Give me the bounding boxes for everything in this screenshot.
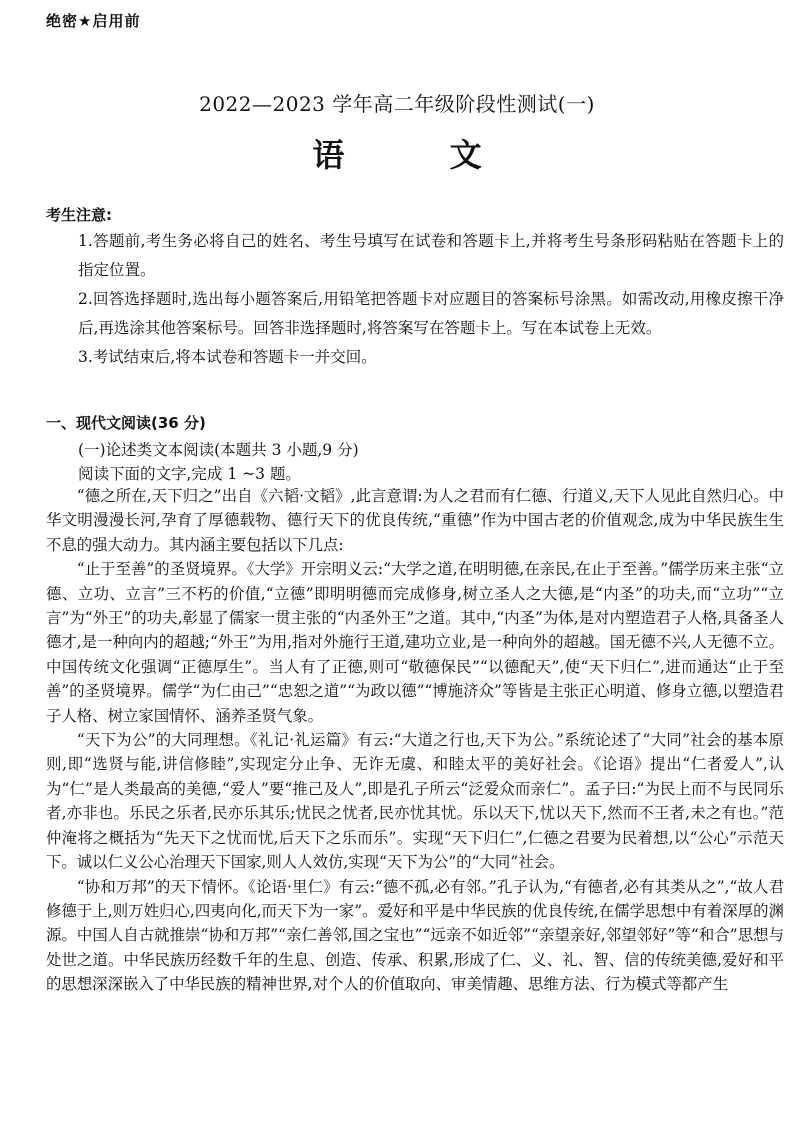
notice-item: 1.答题前,考生务必将自己的姓名、考生号填写在试卷和答题卡上,并将考生号条形码粘贴在答题卡上的指定位置。 bbox=[78, 232, 784, 279]
passage-paragraph: “协和万邦”的天下情怀。《论语·里仁》有云:“德不孤,必有邻。”孔子认为,“有德者,必有其类从之”,“故人君修德于上,则万姓归心,四夷向化,而天下为一家”。爱好和平是中华民族的优良传统,在儒学思想中有着深厚的渊源。中国人自古就推崇“协和万邦”“亲仁善邻,国之宝也”“远亲不如近邻”“亲望亲好,邻望邻好”等“和合”思想与处世之道。中华民族历经数千年的生息、创造、传承、积累,形成了仁、义、礼、智、信的传统美德,爱好和平的思想深深嵌入了中华民族的精神世界,对个人的价值取向、审美情趣、思维方法、行为模式等都产生 bbox=[46, 877, 784, 994]
section-subheading: (一)论述类文本阅读(本题共 3 小题,9 分) bbox=[78, 441, 359, 459]
reading-instruction: 阅读下面的文字,完成 1 ~3 题。 bbox=[78, 465, 301, 483]
passage-paragraph: “天下为公”的大同理想。《礼记·礼运篇》有云:“大道之行也,天下为公。”系统论述了“大同”社会的基本原则,即“选贤与能,讲信修睦”,实现定分止争、无诈无虞、和睦太平的美好社会。《论语》提出“仁者爱人”,认为“仁”是人类最高的美德,“爱人”要“推己及人”,即是孔子所云“泛爱众而亲仁”。孟子曰:“为民上而不与民同乐者,亦非也。乐民之乐者,民亦乐其乐;忧民之忧者,民亦忧其忧。乐以天下,忧以天下,然而不王者,未之有也。”范仲淹将之概括为“先天下之忧而忧,后天下之乐而乐”。实现“天下归仁”,仁德之君要为民着想,以“公心”示范天下。诚以仁义公心治理天下国家,则人人效仿,实现“天下为公”的“大同”社会。 bbox=[46, 731, 784, 872]
notice-heading: 考生注意: bbox=[46, 206, 112, 224]
reading-passage bbox=[46, 484, 784, 997]
section-heading: 一、现代文阅读(36 分) bbox=[46, 414, 206, 432]
secret-mark: 绝密★启用前 bbox=[46, 12, 141, 30]
notice-item: 2.回答选择题时,选出每小题答案后,用铅笔把答题卡对应题目的答案标号涂黑。如需改动,用橡皮擦干净后,再选涂其他答案标号。回答非选择题时,将答案写在答题卡上。写在本试卷上无效。 bbox=[78, 290, 784, 337]
passage-paragraph: “德之所在,天下归之”出自《六韬·文韬》,此言意谓:为人之君而有仁德、行道义,天下人见此自然归心。中华文明漫漫长河,孕育了厚德载物、德行天下的优良传统,“重德”作为中国古老的价值观念,成为中华民族生生不息的强大动力。其内涵主要包括以下几点: bbox=[46, 487, 784, 554]
passage-paragraph: “止于至善”的圣贤境界。《大学》开宗明义云:“大学之道,在明明德,在亲民,在止于至善。”儒学历来主张“立德、立功、立言”三不朽的价值,“立德”即明明德而完成修身,树立圣人之大德,是“内圣”的功夫,而“立功”“立言”为“外王”的功夫,彰显了儒家一贯主张的“内圣外王”之道。其中,“内圣”为体,是对内塑造君子人格,具备圣人德才,是一种向内的超越;“外王”为用,指对外施行王道,建功立业,是一种向外的超越。国无德不兴,人无德不立。中国传统文化强调“正德厚生”。当人有了正德,则可“敬德保民”“以德配天”,使“天下归仁”,进而通达“止于至善”的圣贤境界。儒学“为仁由己”“忠恕之道”“为政以德”“博施济众”等皆是主张正心明道、修身立德,以塑造君子人格、树立家国情怀、涵养圣贤气象。 bbox=[46, 560, 784, 725]
exam-title: 2022—2023 学年高二年级阶段性测试(一) bbox=[199, 92, 595, 116]
notice-item: 3.考试结束后,将本试卷和答题卡一并交回。 bbox=[78, 348, 377, 366]
subject-title: 语 文 bbox=[312, 136, 512, 174]
notice-list bbox=[78, 227, 784, 372]
